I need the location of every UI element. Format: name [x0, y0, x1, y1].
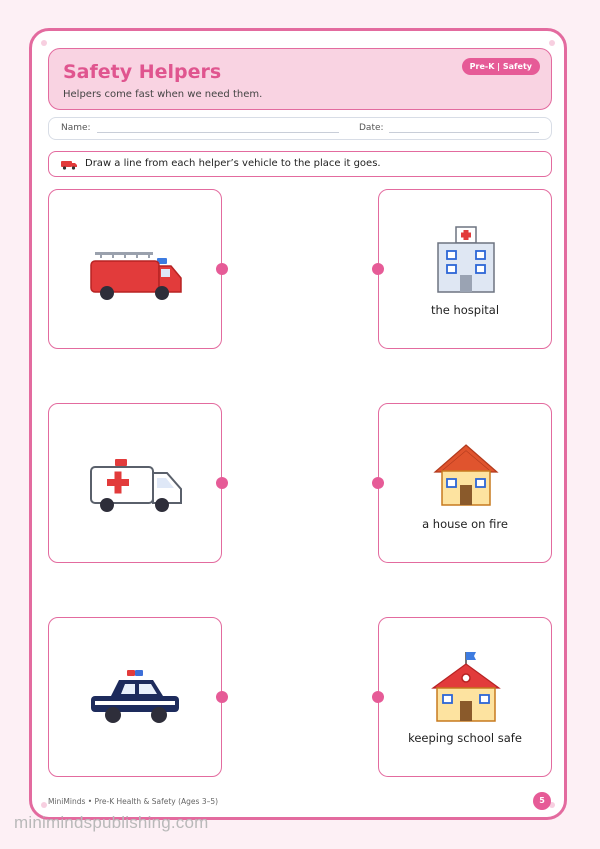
police-car-icon: [89, 668, 183, 726]
place-card-hospital: [378, 189, 552, 349]
vehicle-connector-dot[interactable]: [216, 477, 228, 489]
vehicle-card-fire-truck: [48, 189, 222, 349]
level-badge: Pre-K | Safety: [462, 58, 540, 75]
instruction-box: [48, 151, 552, 177]
vehicle-connector-dot[interactable]: [216, 263, 228, 275]
place-connector-dot[interactable]: [372, 263, 384, 275]
place-connector-dot[interactable]: [372, 691, 384, 703]
place-card-house: [378, 403, 552, 563]
corner-dot: [41, 802, 47, 808]
place-connector-dot[interactable]: [372, 477, 384, 489]
school-icon: [429, 648, 503, 724]
date-field[interactable]: [389, 132, 539, 133]
vehicle-card-police-car: [48, 617, 222, 777]
name-field[interactable]: [97, 132, 339, 133]
place-card-school: [378, 617, 552, 777]
footer-text: MiniMinds • Pre-K Health & Safety (Ages 3–5): [48, 797, 219, 806]
fire-truck-icon: [61, 160, 77, 170]
instruction-text: Draw a line from each helper’s vehicle to the place it goes.: [85, 158, 381, 169]
watermark: minimindspublishing.com: [14, 813, 209, 832]
page-subtitle: Helpers come fast when we need them.: [63, 89, 263, 100]
hospital-icon: [435, 225, 497, 295]
corner-dot: [41, 40, 47, 46]
fire-truck-icon: [89, 248, 183, 302]
date-label: Date:: [359, 123, 384, 133]
vehicle-card-ambulance: [48, 403, 222, 563]
ambulance-icon: [89, 457, 185, 515]
place-label: keeping school safe: [408, 731, 522, 745]
worksheet-header: [48, 48, 552, 110]
vehicle-connector-dot[interactable]: [216, 691, 228, 703]
place-label: the hospital: [430, 303, 500, 317]
name-date-bar: [48, 117, 552, 140]
page-number: 5: [533, 792, 551, 810]
place-label: a house on fire: [422, 517, 508, 531]
corner-dot: [549, 40, 555, 46]
name-label: Name:: [61, 123, 91, 133]
page-title: Safety Helpers: [63, 61, 222, 83]
house-icon: [431, 442, 501, 508]
